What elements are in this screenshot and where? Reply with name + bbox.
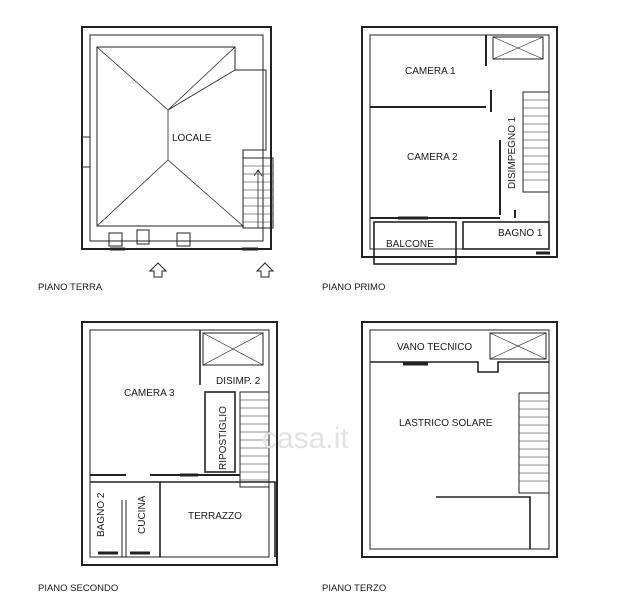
room-label-disimp-2: DISIMP. 2 <box>216 376 261 387</box>
floor-caption-primo: PIANO PRIMO <box>322 282 386 293</box>
room-label-camera-3: CAMERA 3 <box>124 388 175 399</box>
room-label-vano-tecnico: VANO TECNICO <box>397 342 473 353</box>
floor-caption-secondo: PIANO SECONDO <box>38 583 119 594</box>
room-label-bagno-2: BAGNO 2 <box>96 492 107 537</box>
room-label-terrazzo: TERRAZZO <box>188 511 242 522</box>
floor-plan-terra <box>82 27 273 277</box>
room-label-balcone: BALCONE <box>386 239 434 250</box>
floor-caption-terra: PIANO TERRA <box>38 282 103 293</box>
room-label-bagno-1: BAGNO 1 <box>498 228 543 239</box>
room-label-cucina: CUCINA <box>137 495 148 534</box>
watermark-text: casa.it <box>262 422 349 455</box>
room-label-camera-1: CAMERA 1 <box>405 66 456 77</box>
room-label-disimpegno-1: DISIMPEGNO 1 <box>507 116 518 189</box>
room-label-camera-2: CAMERA 2 <box>407 152 458 163</box>
room-label-ripostiglio: RIPOSTIGLIO <box>218 406 229 470</box>
floor-plan-terzo <box>362 322 557 557</box>
room-label-lastrico-solare: LASTRICO SOLARE <box>399 418 493 429</box>
floor-plan-secondo <box>82 322 277 565</box>
room-label-locale: LOCALE <box>172 133 212 144</box>
floor-caption-terzo: PIANO TERZO <box>322 583 387 594</box>
